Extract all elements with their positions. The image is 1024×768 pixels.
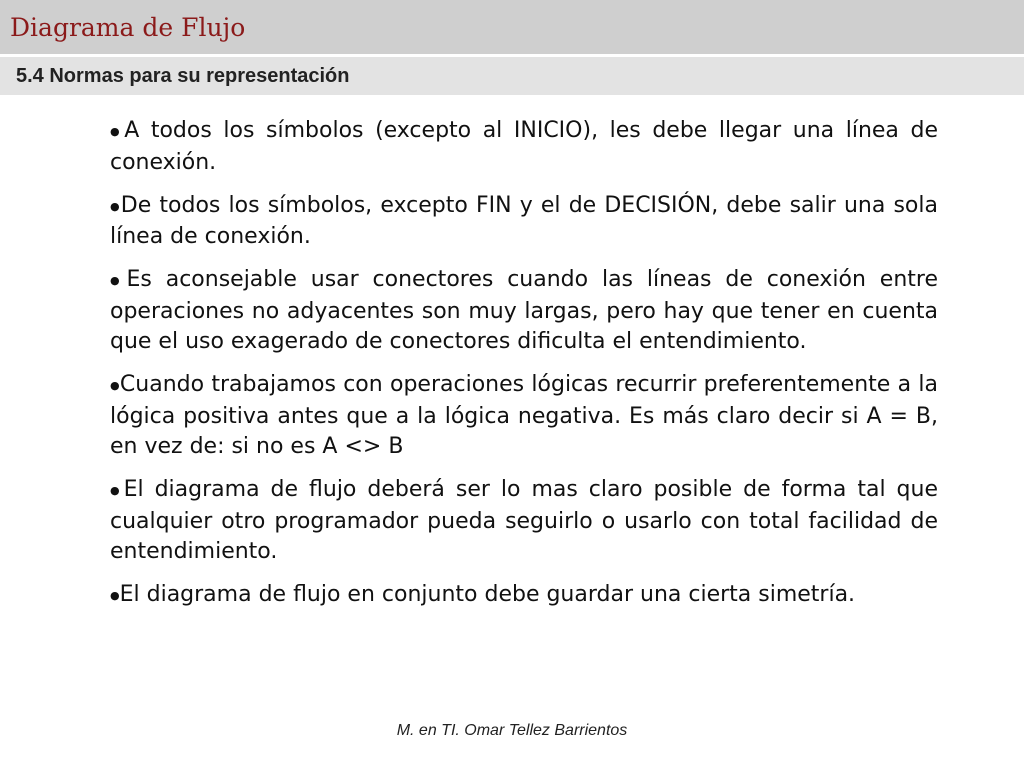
bullet-text: El diagrama de flujo en conjunto debe guardar una cierta simetría. xyxy=(119,582,856,607)
bullet-text: De todos los símbolos, excepto FIN y el de DECISIÓN, debe salir una sola línea de conexión. xyxy=(110,192,938,249)
bullet-dot-icon: ● xyxy=(110,125,125,138)
bullet-dot-icon: ● xyxy=(110,379,120,392)
title-bar xyxy=(0,0,1024,54)
bullet-text: El diagrama de flujo deberá ser lo mas claro posible de forma tal que cualquier otro programador pueda seguirlo o usarlo con total facilidad de entendimiento. xyxy=(110,477,938,564)
bullet-text: Cuando trabajamos con operaciones lógicas recurrir preferentemente a la lógica positiva antes que a la lógica negativa. Es más claro decir si A = B, en vez de: si no es A <> B xyxy=(110,372,938,459)
bullet-item xyxy=(110,475,938,568)
bullet-dot-icon: ● xyxy=(110,199,121,213)
slide-title: Diagrama de Flujo xyxy=(10,13,246,42)
bullet-dot-icon: ● xyxy=(110,484,124,497)
bullet-text: A todos los símbolos (excepto al INICIO), les debe llegar una línea de conexión. xyxy=(110,118,938,175)
bullet-text: Es aconsejable usar conectores cuando las líneas de conexión entre operaciones no adyacentes son muy largas, pero hay que tener en cuenta que el uso exagerado de conectores dificulta el entendimiento. xyxy=(110,267,938,354)
bullet-item xyxy=(110,191,938,253)
bullet-item xyxy=(110,580,938,612)
bullet-item xyxy=(110,370,938,463)
bullet-list xyxy=(110,116,938,624)
footer-author: M. en TI. Omar Tellez Barrientos xyxy=(396,722,628,739)
section-subtitle: 5.4 Normas para su representación xyxy=(16,65,350,87)
bullet-item xyxy=(110,116,938,178)
subtitle-bar xyxy=(0,57,1024,95)
bullet-item xyxy=(110,265,938,358)
bullet-dot-icon: ● xyxy=(110,589,120,602)
bullet-dot-icon: ● xyxy=(110,274,127,287)
